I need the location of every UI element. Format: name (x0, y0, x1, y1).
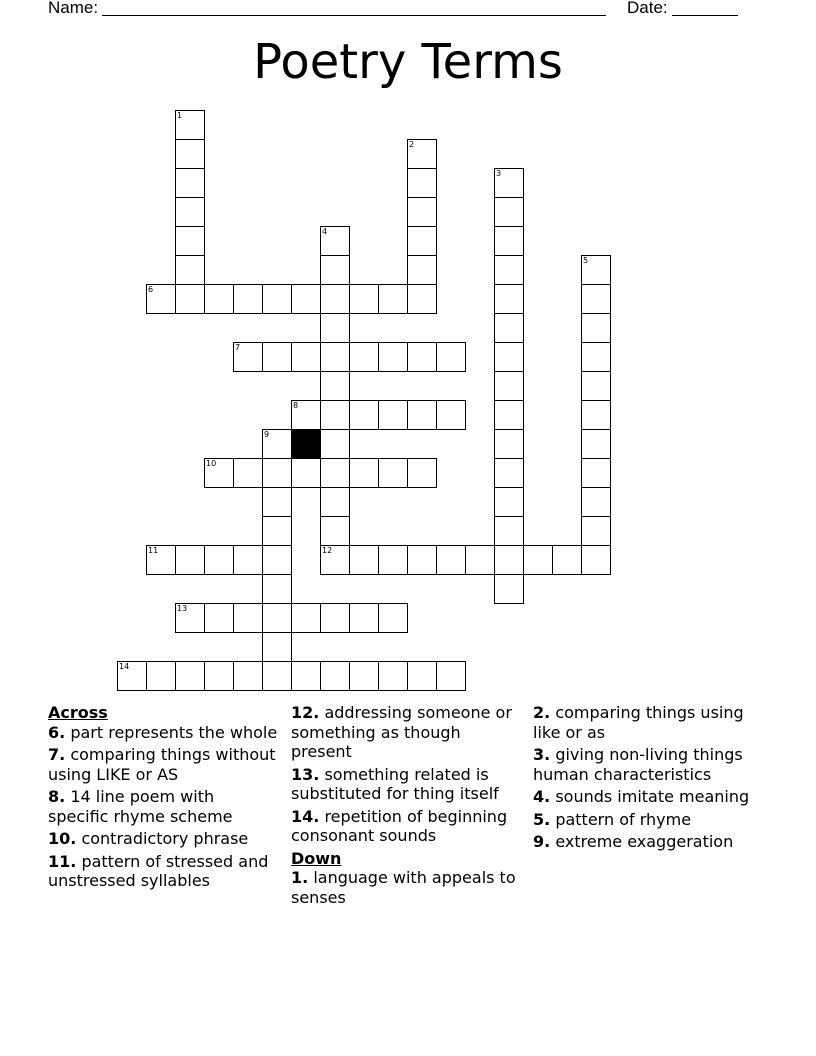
grid-cell[interactable] (146, 284, 176, 314)
clue-number-label: 8 (293, 401, 299, 410)
grid-cell[interactable] (233, 284, 263, 314)
black-cell (291, 429, 321, 459)
grid-cell[interactable] (407, 197, 437, 227)
grid-cell[interactable] (262, 458, 292, 488)
grid-cell[interactable] (262, 574, 292, 604)
grid-cell[interactable] (349, 545, 379, 575)
clue-number: 9. (533, 832, 551, 851)
grid-cell[interactable] (494, 284, 524, 314)
clue-text: something related is substituted for thing itself (291, 764, 499, 803)
grid-cell[interactable] (262, 429, 292, 459)
grid-cell[interactable] (320, 255, 350, 285)
clue-number: 2. (533, 703, 551, 722)
grid-cell[interactable] (233, 342, 263, 372)
grid-cell[interactable] (407, 226, 437, 256)
grid-cell[interactable] (407, 458, 437, 488)
grid-cell[interactable] (204, 545, 234, 575)
grid-cell[interactable] (349, 284, 379, 314)
clue-number-label: 6 (148, 285, 154, 294)
grid-cell[interactable] (581, 255, 611, 285)
grid-cell[interactable] (407, 545, 437, 575)
clue-number: 13. (291, 764, 320, 784)
clue-number-label: 4 (322, 227, 328, 236)
grid-cell[interactable] (494, 342, 524, 372)
grid-cell[interactable] (320, 516, 350, 546)
grid-cell[interactable] (175, 284, 205, 314)
clues-column-1 (48, 703, 278, 894)
grid-cell[interactable] (320, 429, 350, 459)
clue-number-label: 7 (235, 343, 241, 352)
grid-cell[interactable] (204, 603, 234, 633)
grid-cell[interactable] (581, 458, 611, 488)
across-clue (48, 829, 278, 849)
grid-cell[interactable] (349, 661, 379, 691)
grid-cell[interactable] (378, 284, 408, 314)
grid-cell[interactable] (407, 284, 437, 314)
clue-number: 11. (48, 851, 77, 871)
grid-cell[interactable] (146, 661, 176, 691)
grid-cell[interactable] (320, 400, 350, 430)
clue-text: giving non-living things human characteristics (533, 745, 743, 784)
grid-cell[interactable] (407, 255, 437, 285)
across-heading: Across (48, 703, 108, 722)
across-clue (291, 765, 521, 804)
grid-cell[interactable] (291, 603, 321, 633)
grid-cell[interactable] (320, 313, 350, 343)
grid-cell[interactable] (494, 487, 524, 517)
grid-cell[interactable] (581, 545, 611, 575)
down-clue (533, 832, 763, 852)
grid-cell[interactable] (494, 574, 524, 604)
grid-cell[interactable] (494, 371, 524, 401)
clue-number: 5. (533, 809, 551, 829)
grid-cell[interactable] (378, 603, 408, 633)
grid-cell[interactable] (407, 168, 437, 198)
grid-cell[interactable] (262, 632, 292, 662)
clue-number-label: 9 (264, 430, 270, 439)
grid-cell[interactable] (175, 661, 205, 691)
grid-cell[interactable] (204, 284, 234, 314)
grid-cell[interactable] (320, 342, 350, 372)
across-clue (48, 745, 278, 784)
grid-cell[interactable] (494, 197, 524, 227)
grid-cell[interactable] (581, 284, 611, 314)
grid-cell[interactable] (175, 197, 205, 227)
grid-cell[interactable] (581, 342, 611, 372)
clue-number: 4. (533, 787, 551, 806)
grid-cell[interactable] (436, 342, 466, 372)
clue-number-label: 5 (583, 256, 589, 265)
grid-cell[interactable] (494, 313, 524, 343)
clues-column-3 (533, 703, 763, 855)
grid-cell[interactable] (262, 284, 292, 314)
grid-cell[interactable] (494, 516, 524, 546)
down-clue (533, 787, 763, 807)
down-clue (533, 810, 763, 830)
grid-cell[interactable] (378, 342, 408, 372)
grid-cell[interactable] (262, 661, 292, 691)
grid-cell[interactable] (581, 487, 611, 517)
grid-cell[interactable] (378, 400, 408, 430)
grid-cell[interactable] (349, 400, 379, 430)
clue-number: 8. (48, 787, 66, 806)
across-clue (48, 723, 278, 743)
grid-cell[interactable] (552, 545, 582, 575)
grid-cell[interactable] (262, 487, 292, 517)
grid-cell[interactable] (117, 661, 147, 691)
clue-number: 12. (291, 703, 320, 722)
clue-text: pattern of rhyme (555, 809, 692, 829)
grid-cell[interactable] (233, 545, 263, 575)
clue-text: contradictory phrase (81, 829, 249, 848)
clue-number-label: 2 (409, 140, 415, 149)
across-clue (48, 852, 278, 891)
clue-number: 1. (291, 868, 309, 887)
across-clue (48, 787, 278, 826)
grid-cell[interactable] (581, 429, 611, 459)
grid-cell[interactable] (378, 661, 408, 691)
grid-cell[interactable] (436, 400, 466, 430)
page-title: Poetry Terms (253, 34, 563, 90)
grid-cell[interactable] (349, 603, 379, 633)
grid-cell[interactable] (494, 400, 524, 430)
grid-cell[interactable] (291, 342, 321, 372)
grid-cell[interactable] (175, 545, 205, 575)
grid-cell[interactable] (175, 139, 205, 169)
grid-cell[interactable] (262, 545, 292, 575)
grid-cell[interactable] (407, 661, 437, 691)
grid-cell[interactable] (320, 545, 350, 575)
clue-text: part represents the whole (70, 722, 278, 742)
grid-cell[interactable] (494, 226, 524, 256)
clue-number-label: 14 (119, 662, 130, 671)
clue-text: extreme exaggeration (555, 832, 734, 851)
grid-cell[interactable] (175, 168, 205, 198)
grid-cell[interactable] (436, 661, 466, 691)
clue-number-label: 1 (177, 111, 183, 120)
grid-cell[interactable] (320, 458, 350, 488)
grid-cell[interactable] (233, 603, 263, 633)
grid-cell[interactable] (262, 603, 292, 633)
grid-cell[interactable] (233, 661, 263, 691)
grid-cell[interactable] (320, 284, 350, 314)
grid-cell[interactable] (378, 458, 408, 488)
clue-text: 14 line poem with specific rhyme scheme (48, 787, 233, 826)
grid-cell[interactable] (233, 458, 263, 488)
grid-cell[interactable] (407, 400, 437, 430)
down-clue (533, 745, 763, 784)
grid-cell[interactable] (320, 661, 350, 691)
grid-cell[interactable] (494, 545, 524, 575)
clue-number-label: 10 (206, 459, 217, 468)
clue-number-label: 11 (148, 546, 159, 555)
grid-cell[interactable] (465, 545, 495, 575)
grid-cell[interactable] (291, 458, 321, 488)
grid-cell[interactable] (175, 255, 205, 285)
down-clue (291, 868, 521, 907)
grid-cell[interactable] (436, 545, 466, 575)
clue-number-label: 12 (322, 546, 333, 555)
grid-cell[interactable] (349, 342, 379, 372)
name-label: Name: (48, 0, 99, 17)
grid-cell[interactable] (320, 226, 350, 256)
grid-cell[interactable] (581, 516, 611, 546)
clue-number: 7. (48, 745, 66, 764)
grid-cell[interactable] (523, 545, 553, 575)
grid-cell[interactable] (175, 110, 205, 140)
clue-text: pattern of stressed and unstressed syllables (48, 851, 269, 890)
clue-text: comparing things using like or as (533, 703, 744, 742)
clue-text: sounds imitate meaning (555, 787, 750, 806)
grid-cell[interactable] (378, 545, 408, 575)
grid-cell[interactable] (320, 487, 350, 517)
grid-cell[interactable] (494, 168, 524, 198)
grid-cell[interactable] (204, 661, 234, 691)
clues-column-2 (291, 703, 521, 910)
clue-number: 14. (291, 806, 320, 826)
across-clue (291, 807, 521, 846)
grid-cell[interactable] (320, 371, 350, 401)
clue-text: repetition of beginning consonant sounds (291, 806, 508, 845)
grid-cell[interactable] (291, 400, 321, 430)
clue-text: addressing someone or something as though present (291, 703, 512, 761)
down-clue (533, 703, 763, 742)
grid-cell[interactable] (204, 458, 234, 488)
grid-cell[interactable] (581, 400, 611, 430)
grid-cell[interactable] (407, 139, 437, 169)
grid-cell[interactable] (581, 313, 611, 343)
grid-cell[interactable] (494, 429, 524, 459)
clue-text: language with appeals to senses (291, 868, 516, 907)
date-label: Date: (627, 0, 668, 17)
grid-cell[interactable] (175, 226, 205, 256)
clue-number: 3. (533, 745, 551, 764)
grid-cell[interactable] (320, 603, 350, 633)
grid-cell[interactable] (494, 255, 524, 285)
grid-cell[interactable] (349, 458, 379, 488)
grid-cell[interactable] (291, 661, 321, 691)
clue-number: 10. (48, 829, 77, 848)
down-heading: Down (291, 848, 342, 868)
grid-cell[interactable] (407, 342, 437, 372)
clue-number-label: 13 (177, 604, 188, 613)
grid-cell[interactable] (146, 545, 176, 575)
grid-cell[interactable] (291, 284, 321, 314)
clue-text: comparing things without using LIKE or AS (48, 745, 276, 784)
clue-number-label: 3 (496, 169, 502, 178)
clue-number: 6. (48, 722, 66, 742)
grid-cell[interactable] (262, 516, 292, 546)
across-clue (291, 703, 521, 762)
grid-cell[interactable] (175, 603, 205, 633)
grid-cell[interactable] (494, 458, 524, 488)
grid-cell[interactable] (581, 371, 611, 401)
grid-cell[interactable] (262, 342, 292, 372)
